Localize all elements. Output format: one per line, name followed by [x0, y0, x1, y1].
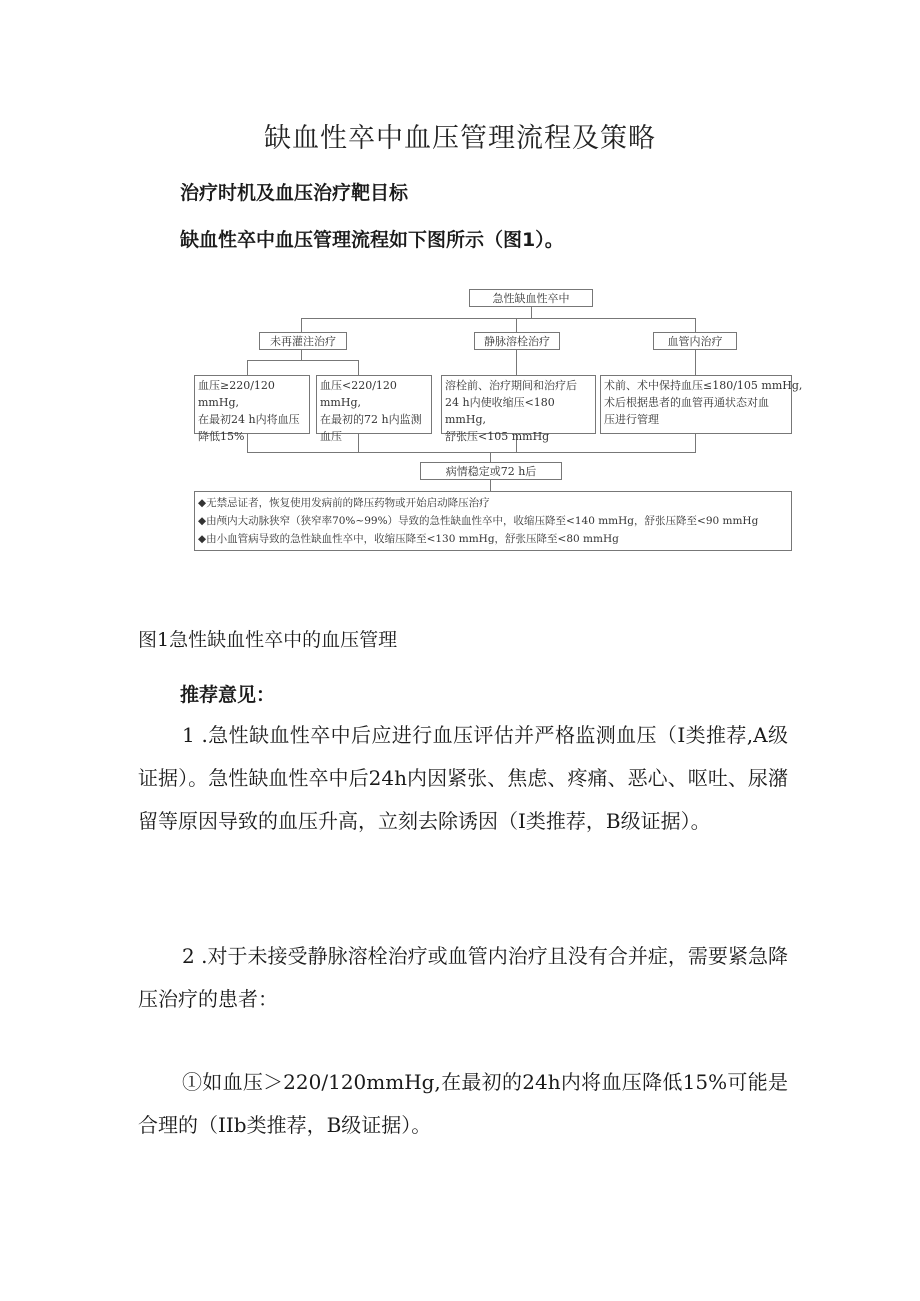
flowchart-bottom-item: ◆无禁忌证者，恢复使用发病前的降压药物或开始启动降压治疗: [198, 497, 490, 509]
flowchart-branch-endovascular: 血管内治疗: [653, 332, 737, 350]
figure-caption: 图1急性缺血性卒中的血压管理: [138, 629, 398, 651]
flowchart-branch-iv-thrombolysis: 静脉溶栓治疗: [474, 332, 560, 350]
recommendation-label: 推荐意见：: [180, 684, 276, 706]
paragraph-3: ①如血压＞220/120mmHg,在最初的24h内将血压降低15%可能是合理的（IIb类推荐，B级证据）。: [138, 1070, 788, 1137]
flowchart-box-bp-lower: 血压<220/120 mmHg, 在最初的72 h内监测 血压: [316, 375, 432, 434]
page-title: 缺血性卒中血压管理流程及策略: [264, 123, 656, 154]
paragraph-2: 2 .对于未接受静脉溶栓治疗或血管内治疗且没有合并症，需要紧急降压治疗的患者：: [138, 944, 788, 1011]
flowchart-bottom-box: [194, 491, 792, 551]
flowchart-box-endovascular-target: 术前、术中保持血压≤180/105 mmHg, 术后根据患者的血管再通状态对血 压进行管理: [600, 375, 792, 434]
section-heading-flow: 缺血性卒中血压管理流程如下图所示（图1）。: [180, 229, 564, 251]
flowchart-root: 急性缺血性卒中: [469, 289, 593, 307]
flowchart-box-bp-high: 血压≥220/120 mmHg, 在最初24 h内将血压 降低15%: [194, 375, 310, 434]
flowchart-stable: 病情稳定或72 h后: [420, 462, 562, 480]
section-heading-timing: 治疗时机及血压治疗靶目标: [180, 182, 409, 204]
flowchart-figure: [0, 0, 920, 560]
flowchart-bottom-item: ◆由小血管病导致的急性缺血性卒中，收缩压降至<130 mmHg，舒张压降至<80 mmHg: [198, 533, 619, 545]
paragraph-1: 1 .急性缺血性卒中后应进行血压评估并严格监测血压（I类推荐,A级证据）。急性缺血性卒中后24h内因紧张、焦虑、疼痛、恶心、呕吐、尿潴留等原因导致的血压升高，立刻去除诱因（I类推荐，B级证据）。: [138, 723, 788, 833]
flowchart-box-thrombolysis-target: 溶栓前、治疗期间和治疗后 24 h内使收缩压<180 mmHg, 舒张压<105 mmHg: [441, 375, 596, 434]
flowchart-branch-no-reperfusion: 未再灌注治疗: [259, 332, 347, 350]
flowchart-bottom-item: ◆由颅内大动脉狭窄（狭窄率70%~99%）导致的急性缺血性卒中，收缩压降至<140 mmHg，舒张压降至<90 mmHg: [198, 515, 759, 527]
